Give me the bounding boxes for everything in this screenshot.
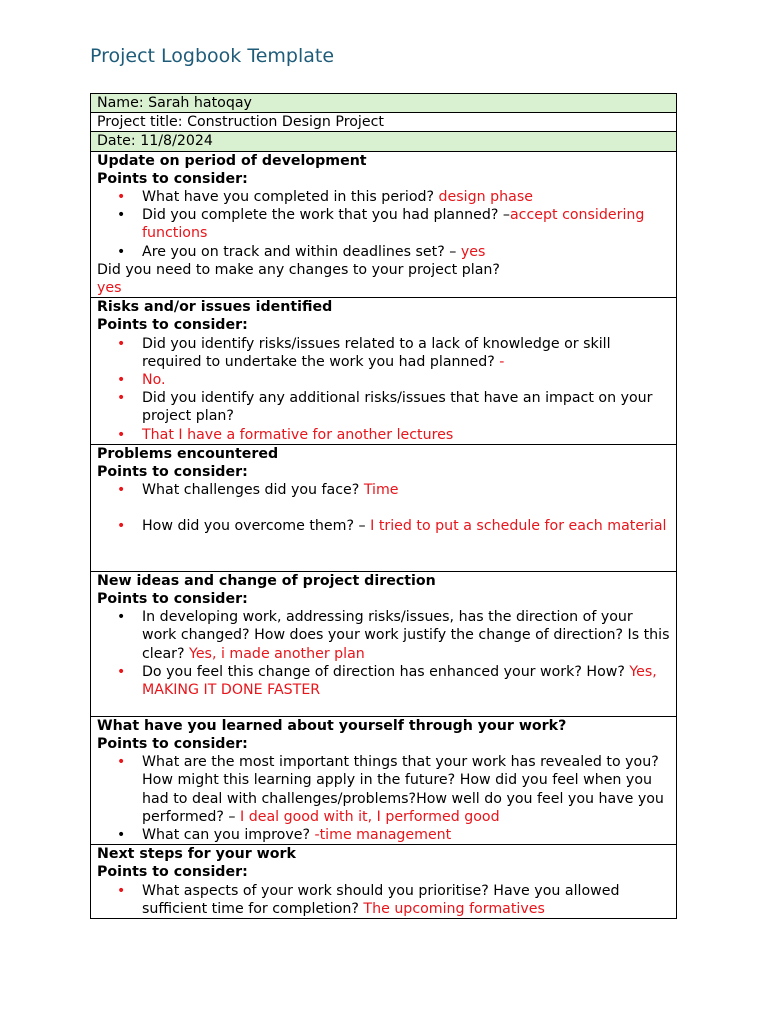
- development-cell: [91, 151, 677, 298]
- page-title: Project Logbook Template: [90, 45, 335, 67]
- name-label: Name:: [97, 95, 149, 111]
- logbook-table: [90, 93, 677, 919]
- list-item: [142, 335, 670, 371]
- question-text: Did you identify any additional risks/issues that have an impact on your project plan?: [142, 390, 653, 425]
- problems-list: [97, 481, 670, 535]
- list-item: [142, 753, 670, 826]
- question-text: What challenges did you face?: [142, 482, 364, 499]
- answer-text: The upcoming formatives: [363, 900, 545, 917]
- question-text: In developing work, addressing risks/issues, has the direction of your work changed? How does your work justify the change of direction? Is this clear?: [142, 609, 670, 662]
- answer-text: yes: [460, 243, 486, 260]
- question-text: What aspects of your work should you prioritise? Have you allowed sufficient time for completion?: [142, 882, 620, 917]
- learned-list: [97, 753, 670, 844]
- list-item: [142, 188, 670, 206]
- question-text: Did you need to make any changes to your project plan?: [97, 261, 500, 278]
- question-text: How did you overcome them? –: [142, 518, 371, 535]
- answer-text: Yes, i made another plan: [189, 645, 365, 662]
- question-text: What can you improve?: [142, 827, 315, 844]
- learned-cell: [91, 716, 677, 844]
- date-cell: [91, 132, 677, 151]
- project-value: Construction Design Project: [187, 114, 384, 131]
- section-heading: Risks and/or issues identified: [97, 299, 333, 316]
- question-text: Did you complete the work that you had planned? –: [142, 207, 510, 224]
- risks-list: [97, 335, 670, 444]
- question-text: What have you completed in this period?: [142, 189, 439, 206]
- question-text: What are the most important things that your work has revealed to you? How might this learning apply in the future? How did you feel when you had to deal with challenges/problems?How well do you feel you have you performed? –: [142, 754, 664, 825]
- points-label: Points to consider:: [97, 317, 248, 334]
- name-row: [91, 94, 677, 113]
- answer-text: Time: [363, 482, 399, 499]
- ideas-cell: [91, 571, 677, 716]
- answer-text: design phase: [438, 189, 533, 206]
- next-list: [97, 882, 670, 918]
- answer-text: yes: [97, 280, 122, 297]
- project-label: Project title:: [97, 114, 188, 131]
- project-cell: [91, 113, 677, 132]
- name-value: Sarah hatoqay: [148, 95, 252, 111]
- points-label: Points to consider:: [97, 736, 248, 753]
- section-heading: Update on period of development: [97, 152, 367, 169]
- date-value: 11/8/2024: [140, 133, 213, 150]
- list-item: [142, 608, 670, 663]
- section-heading: What have you learned about yourself through your work?: [97, 717, 567, 734]
- risks-section: [91, 298, 677, 445]
- problems-cell: [91, 444, 677, 571]
- project-row: [91, 113, 677, 132]
- section-heading: New ideas and change of project direction: [97, 572, 436, 589]
- development-section: [91, 151, 677, 298]
- problems-section: [91, 444, 677, 571]
- list-item: [142, 481, 670, 499]
- question-text: Did you identify risks/issues related to a lack of knowledge or skill required to undertake the work you had planned?: [142, 335, 611, 370]
- ideas-list: [97, 608, 670, 699]
- next-cell: [91, 845, 677, 919]
- answer-text: I deal good with it, I performed good: [240, 808, 500, 825]
- points-label: Points to consider:: [97, 170, 248, 187]
- list-spacer: [142, 499, 670, 517]
- list-item: [142, 826, 670, 844]
- list-item: [142, 882, 670, 918]
- next-section: [91, 845, 677, 919]
- name-cell: [91, 94, 677, 113]
- development-list: [97, 188, 670, 261]
- question-text: Are you on track and within deadlines set? –: [142, 243, 461, 260]
- answer-text: accept considering functions: [142, 207, 645, 242]
- answer-text: No.: [142, 372, 166, 389]
- question-text: Do you feel this change of direction has enhanced your work? How?: [142, 663, 630, 680]
- points-label: Points to consider:: [97, 591, 248, 608]
- date-row: [91, 132, 677, 151]
- list-item: [142, 426, 670, 444]
- learned-section: [91, 716, 677, 844]
- list-item: [142, 206, 670, 242]
- list-item: [142, 243, 670, 261]
- list-item: [142, 389, 670, 425]
- answer-text: I tried to put a schedule for each material: [370, 518, 667, 535]
- section-heading: Next steps for your work: [97, 846, 296, 863]
- points-label: Points to consider:: [97, 864, 248, 881]
- list-item: [142, 517, 670, 535]
- ideas-section: [91, 571, 677, 716]
- risks-cell: [91, 298, 677, 445]
- section-heading: Problems encountered: [97, 445, 279, 462]
- list-item: [142, 371, 670, 389]
- points-label: Points to consider:: [97, 464, 248, 481]
- answer-text: Yes, MAKING IT DONE FASTER: [142, 663, 657, 699]
- list-item: [142, 663, 670, 699]
- answer-text: That I have a formative for another lectures: [142, 426, 454, 443]
- answer-text: -time management: [314, 827, 452, 844]
- answer-text: -: [499, 353, 505, 370]
- date-label: Date:: [97, 133, 141, 150]
